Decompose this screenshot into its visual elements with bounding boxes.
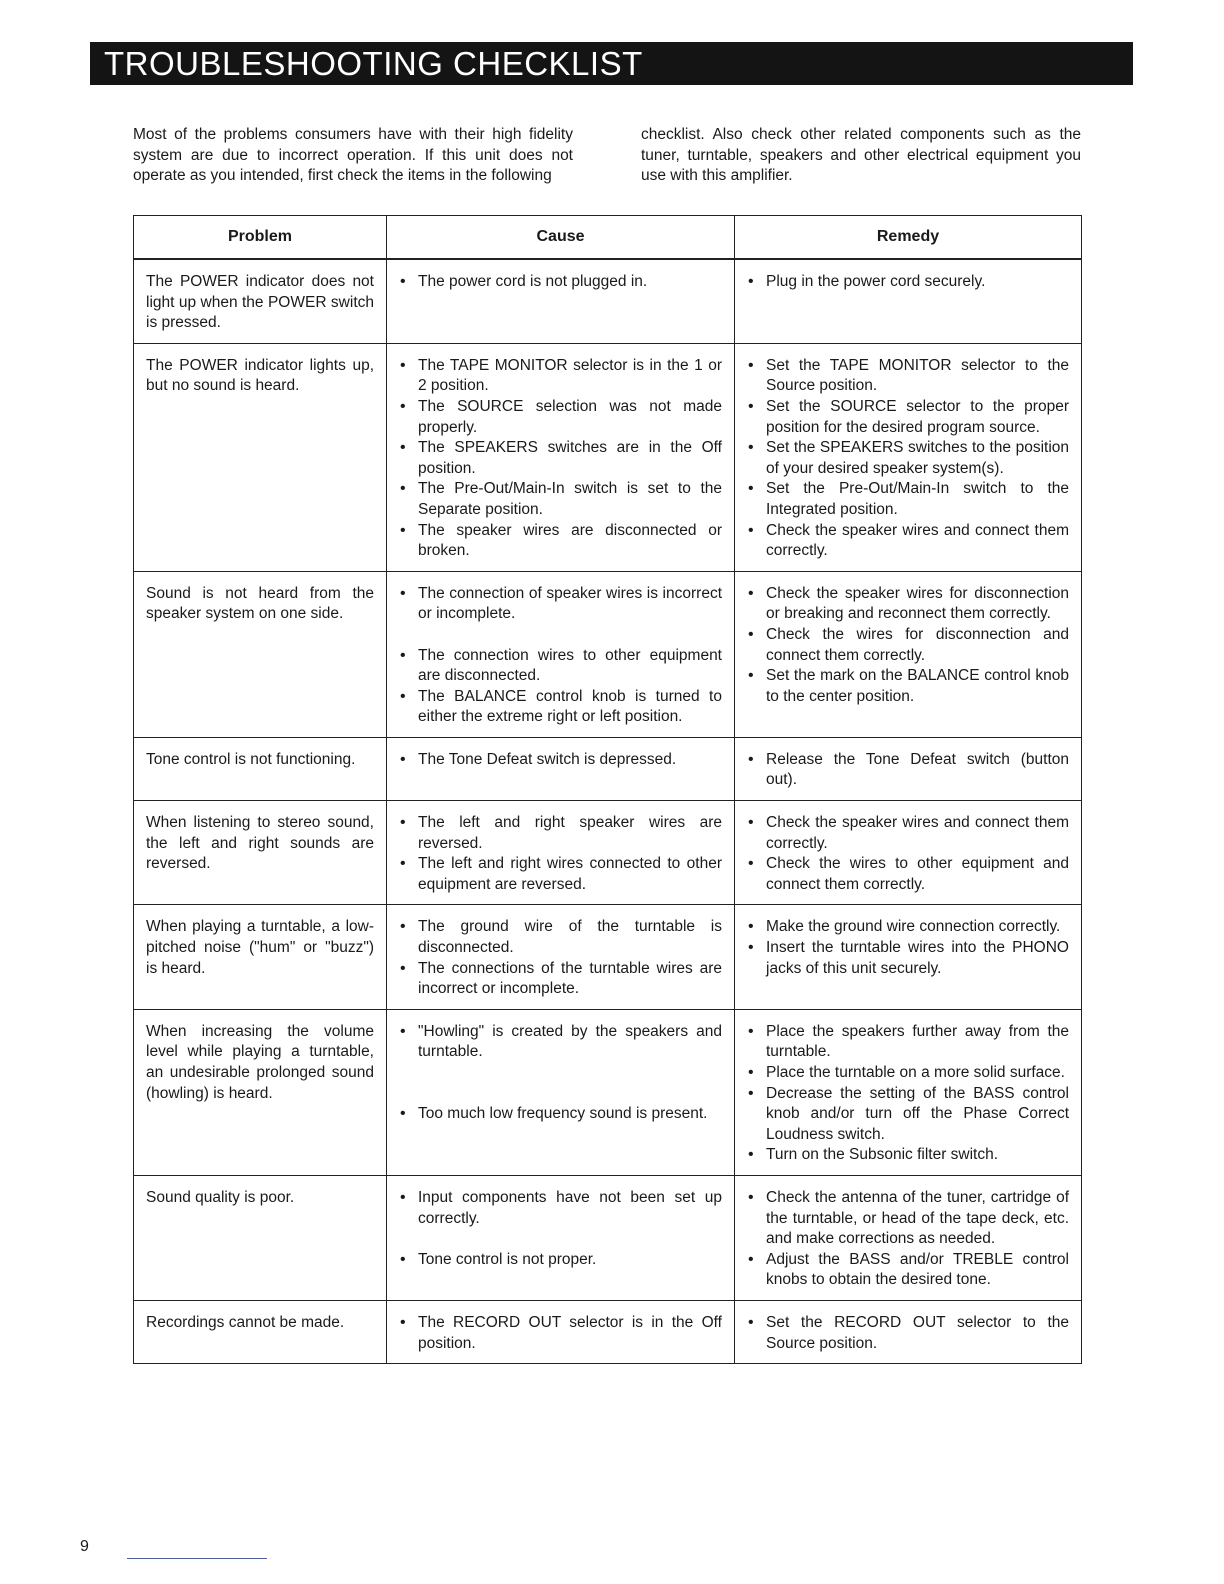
remedy-item: • Check the wires to other equipment and connect them correctly.: [747, 854, 1069, 895]
remedy-cell: [735, 801, 1082, 905]
cause-item: • Too much low frequency sound is present.: [399, 1104, 722, 1125]
cause-list: [399, 1188, 722, 1270]
cause-list: [399, 272, 722, 293]
cause-item: • The power cord is not plugged in.: [399, 272, 722, 293]
cause-item: • The Tone Defeat switch is depressed.: [399, 750, 722, 771]
cause-list: [399, 750, 722, 771]
cause-item: • The connection of speaker wires is incorrect or incomplete.: [399, 584, 722, 625]
problem-cell: Sound quality is poor.: [134, 1175, 387, 1300]
table-header-row: [134, 216, 1082, 260]
problem-cell: When listening to stereo sound, the left and right sounds are reversed.: [134, 801, 387, 905]
cause-item: • The Pre-Out/Main-In switch is set to the Separate position.: [399, 479, 722, 520]
remedy-cell: [735, 343, 1082, 571]
remedy-list: [747, 750, 1069, 791]
cause-item: • Input components have not been set up correctly.: [399, 1188, 722, 1229]
cause-item: • The left and right wires connected to other equipment are reversed.: [399, 854, 722, 895]
table-row: [134, 737, 1082, 800]
cause-item: • The speaker wires are disconnected or broken.: [399, 521, 722, 562]
table-body: [134, 259, 1082, 1364]
cause-item: • The RECORD OUT selector is in the Off position.: [399, 1313, 722, 1354]
remedy-item: • Set the Pre-Out/Main-In switch to the Integrated position.: [747, 479, 1069, 520]
cause-cell: [387, 1300, 735, 1363]
table-row: [134, 905, 1082, 1009]
remedy-list: [747, 356, 1069, 562]
cause-list: [399, 356, 722, 562]
intro-right-column: checklist. Also check other related components such as the tuner, turntable, speakers and other electrical equipment you use with this amplifier.: [641, 126, 1081, 185]
remedy-item: • Check the speaker wires for disconnection or breaking and reconnect them correctly.: [747, 584, 1069, 625]
remedy-item: • Turn on the Subsonic filter switch.: [747, 1145, 1069, 1166]
page-number: 9: [80, 1538, 89, 1555]
cause-item: • The connection wires to other equipment are disconnected.: [399, 646, 722, 687]
header-cause: Cause: [387, 216, 735, 260]
cause-item: • The ground wire of the turntable is disconnected.: [399, 917, 722, 958]
remedy-item: • Make the ground wire connection correctly.: [747, 917, 1069, 938]
header-problem: Problem: [134, 216, 387, 260]
remedy-list: [747, 584, 1069, 708]
problem-cell: The POWER indicator does not light up when the POWER switch is pressed.: [134, 259, 387, 343]
remedy-item: • Check the wires for disconnection and connect them correctly.: [747, 625, 1069, 666]
remedy-item: • Place the turntable on a more solid surface.: [747, 1063, 1069, 1084]
cause-cell: [387, 801, 735, 905]
remedy-item: • Adjust the BASS and/or TREBLE control knobs to obtain the desired tone.: [747, 1250, 1069, 1291]
problem-cell: Recordings cannot be made.: [134, 1300, 387, 1363]
page-title: TROUBLESHOOTING CHECKLIST: [90, 42, 1133, 85]
cause-list: [399, 1313, 722, 1354]
cause-item: • The left and right speaker wires are reversed.: [399, 813, 722, 854]
remedy-list: [747, 1313, 1069, 1354]
table-row: [134, 801, 1082, 905]
cause-list: [399, 1022, 722, 1125]
remedy-list: [747, 917, 1069, 979]
cause-cell: [387, 1009, 735, 1175]
remedy-item: • Set the RECORD OUT selector to the Source position.: [747, 1313, 1069, 1354]
remedy-list: [747, 272, 1069, 293]
remedy-list: [747, 1188, 1069, 1291]
table-row: [134, 1175, 1082, 1300]
problem-cell: When increasing the volume level while playing a turntable, an undesirable prolonged sound (howling) is heard.: [134, 1009, 387, 1175]
cause-cell: [387, 571, 735, 737]
table-row: [134, 343, 1082, 571]
remedy-item: • Plug in the power cord securely.: [747, 272, 1069, 293]
problem-cell: Tone control is not functioning.: [134, 737, 387, 800]
remedy-item: • Check the antenna of the tuner, cartridge of the turntable, or head of the tape deck, etc. and make corrections as needed.: [747, 1188, 1069, 1250]
cause-list: [399, 584, 722, 728]
cause-item: • The BALANCE control knob is turned to either the extreme right or left position.: [399, 687, 722, 728]
remedy-item: • Set the SOURCE selector to the proper position for the desired program source.: [747, 397, 1069, 438]
table-row: [134, 1009, 1082, 1175]
troubleshooting-table: [133, 215, 1082, 1364]
intro-left-column: Most of the problems consumers have with their high fidelity system are due to incorrect operation. If this unit does not operate as you intended, first check the items in the following: [133, 126, 573, 185]
intro-text: [133, 125, 1081, 187]
problem-cell: When playing a turntable, a low-pitched noise ("hum" or "buzz") is heard.: [134, 905, 387, 1009]
problem-cell: The POWER indicator lights up, but no sound is heard.: [134, 343, 387, 571]
cause-list: [399, 917, 722, 999]
remedy-cell: [735, 1300, 1082, 1363]
cause-cell: [387, 343, 735, 571]
remedy-cell: [735, 1009, 1082, 1175]
remedy-cell: [735, 259, 1082, 343]
cause-item: • "Howling" is created by the speakers and turntable.: [399, 1022, 722, 1063]
remedy-cell: [735, 571, 1082, 737]
remedy-item: • Release the Tone Defeat switch (button out).: [747, 750, 1069, 791]
table-row: [134, 571, 1082, 737]
remedy-item: • Insert the turntable wires into the PHONO jacks of this unit securely.: [747, 938, 1069, 979]
remedy-item: • Set the SPEAKERS switches to the position of your desired speaker system(s).: [747, 438, 1069, 479]
cause-item: • The TAPE MONITOR selector is in the 1 or 2 position.: [399, 356, 722, 397]
remedy-item: • Check the speaker wires and connect them correctly.: [747, 813, 1069, 854]
footer-rule: [127, 1558, 267, 1559]
cause-item: • Tone control is not proper.: [399, 1250, 722, 1271]
table-row: [134, 259, 1082, 343]
cause-cell: [387, 905, 735, 1009]
cause-cell: [387, 259, 735, 343]
remedy-list: [747, 1022, 1069, 1166]
header-remedy: Remedy: [735, 216, 1082, 260]
remedy-item: • Set the mark on the BALANCE control knob to the center position.: [747, 666, 1069, 707]
cause-list: [399, 813, 722, 895]
remedy-item: • Set the TAPE MONITOR selector to the Source position.: [747, 356, 1069, 397]
remedy-cell: [735, 905, 1082, 1009]
remedy-cell: [735, 1175, 1082, 1300]
cause-item: • The connections of the turntable wires are incorrect or incomplete.: [399, 959, 722, 1000]
cause-item: • The SPEAKERS switches are in the Off position.: [399, 438, 722, 479]
remedy-item: • Decrease the setting of the BASS control knob and/or turn off the Phase Correct Loudness switch.: [747, 1084, 1069, 1146]
cause-item: • The SOURCE selection was not made properly.: [399, 397, 722, 438]
table-row: [134, 1300, 1082, 1363]
problem-cell: Sound is not heard from the speaker system on one side.: [134, 571, 387, 737]
remedy-cell: [735, 737, 1082, 800]
remedy-item: • Place the speakers further away from the turntable.: [747, 1022, 1069, 1063]
cause-cell: [387, 737, 735, 800]
remedy-item: • Check the speaker wires and connect them correctly.: [747, 521, 1069, 562]
remedy-list: [747, 813, 1069, 895]
cause-cell: [387, 1175, 735, 1300]
